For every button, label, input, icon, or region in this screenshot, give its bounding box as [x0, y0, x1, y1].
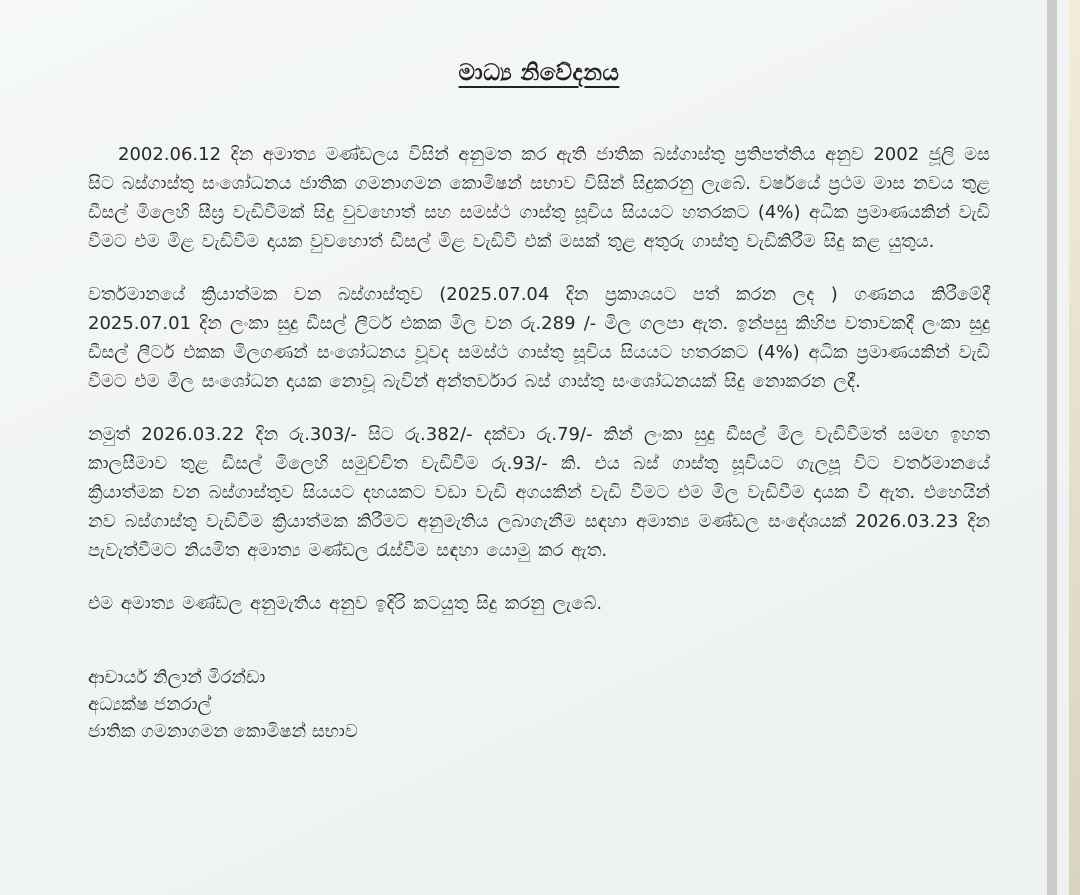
paragraph-diesel-price-increase: නමුත් 2026.03.22 දින රු.303/- සිට රු.382/- දක්වා රු.79/- කින් ලංකා සුදු ඩීසල් මිල වැඩිවීමත් සමඟ ඉහත කාලසීමාව තුළ ඩීසල් මිලෙහි සමුච්චිත වැඩිවීම රු.93/- කි. එය බස් ගාස්තු සූචියට ගැලපූ විට වර්තමානයේ ක්‍රියාත්මක වන බස්ගාස්තුව සියයට දහයකට වඩා වැඩි අගයකින් වැඩි වීමට එම මිල වැඩිවීම දායක වී ඇත. එහෙයින් නව බස්ගාස්තු වැඩිවීම ක්‍රියාත්මක කිරීමට අනුමැතිය ලබාගැනීම සඳහා අමාත්‍ය මණ්ඩල සංදේශයක් 2026.03.23 දින පැවැත්වීමට නියමිත අමාත්‍ය මණ්ඩල රැස්වීම සඳහා යොමු කර ඇත. [88, 424, 990, 561]
paragraph-current-fare-calculation: වර්තමානයේ ක්‍රියාත්මක වන බස්ගාස්තුව (2025.07.04 දින ප්‍රකාශයට පත් කරන ලද ) ගණනය කිරීමේදී 2025.07.01 දින ලංකා සුදු ඩීසල් ලීටර් එකක මිල වන රු.289 /- මිල ගලපා ඇත. ඉන්පසු කිහිප වතාවකදී ලංකා සුදු ඩීසල් ලීටර් එකක මිලගණන් සංශෝධනය වූවද සමස්ථ ගාස්තු සූචිය සියයට හතරකට (4%) අධික ප්‍රමාණයකින් වැඩි වීමට එම මිල සංශෝධන දායක නොවූ බැවින් අන්තර්වාර බස් ගාස්තු සංශෝධනයක් සිදු නොකරන ලදී. [88, 284, 990, 392]
paragraph-bus-fare-policy: 2002.06.12 දින අමාත්‍ය මණ්ඩලය විසින් අනුමත කර ඇති ජාතික බස්ගාස්තු ප්‍රතිපත්තිය අනුව 2002 ජූලි මස සිට බස්ගාස්තු සංශෝධනය ජාතික ගමනාගමන කොමිෂන් සභාව විසින් සිදුකරනු ලැබේ. වර්ෂයේ ප්‍රථම මාස නවය තුළ ඩීසල් මිලෙහි සීඝ්‍ර වැඩිවීමක් සිදු වුවහොත් සහ සමස්ථ ගාස්තු සූචිය සියයට හතරකට (4%) අධික ප්‍රමාණයකින් වැඩි වීමට එම මිළ වැඩිවීම දායක වුවහොත් ඩීසල් මිළ වැඩිවී එක් මසක් තුළ අතුරු ගාස්තු වැඩිකිරීම සිදු කළ යුතුය. [88, 144, 990, 252]
backing-sheet-light-strip [1057, 0, 1069, 895]
signature-block [88, 664, 990, 745]
signatory-designation: අධ්‍යක්ෂ ජනරාල් [88, 694, 212, 715]
signatory-name: ආචාර්ය නිලාන් මිරන්ඩා [88, 667, 266, 688]
document-body [88, 0, 990, 745]
paper-right-edge [1047, 0, 1057, 895]
document-title: මාධ්‍ය නිවේදනය [458, 60, 620, 86]
paragraph-closing-statement: එම අමාත්‍ය මණ්ඩල අනුමැතිය අනුව ඉදිරි කටයුතු සිදු කරනු ලැබේ. [88, 593, 603, 614]
signatory-organization: ජාතික ගමනාගමන කොමිෂන් සභාව [88, 721, 358, 742]
backing-sheet-edge [1069, 0, 1080, 895]
